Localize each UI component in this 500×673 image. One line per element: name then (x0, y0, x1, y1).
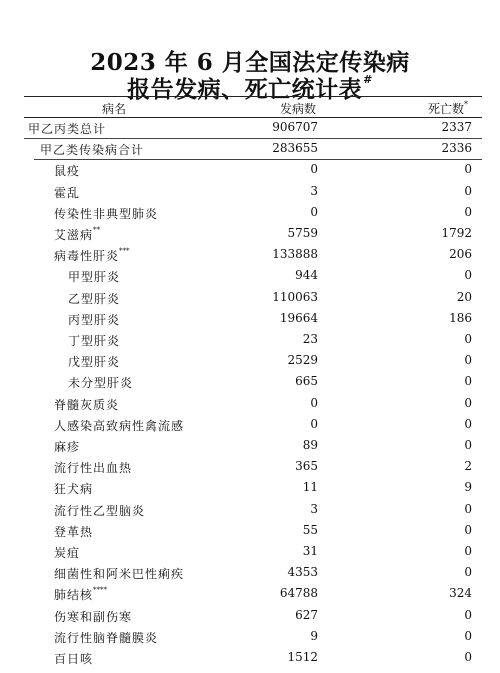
deaths-value: 0 (464, 438, 472, 452)
deaths-value: 0 (464, 650, 472, 664)
footnote-mark: **** (93, 586, 108, 595)
header-deaths: 死亡数* (427, 100, 468, 116)
deaths-value: 1792 (441, 226, 472, 240)
deaths-value: 0 (464, 416, 472, 431)
disease-name: 流行性出血热 (54, 461, 133, 476)
table-row (24, 606, 482, 627)
deaths-value: 206 (449, 247, 472, 262)
disease-name: 艾滋病** (54, 226, 101, 242)
cases-value: 0 (310, 162, 318, 177)
cases-value: 64788 (279, 586, 318, 601)
table-row (24, 394, 482, 415)
table-row (24, 351, 482, 372)
deaths-value: 9 (464, 480, 472, 495)
cases-value: 665 (295, 374, 318, 389)
disease-name: 狂犬病 (54, 482, 94, 497)
page-title: 2023 年 6 月全国法定传染病 (90, 49, 410, 76)
disease-name: 脊髓灰质炎 (54, 397, 120, 412)
cases-value: 23 (302, 332, 318, 346)
deaths-value: 324 (449, 586, 472, 601)
disease-name: 炭疽 (54, 546, 81, 560)
cases-value: 0 (310, 395, 318, 410)
table-row (24, 330, 482, 351)
cases-value: 627 (295, 607, 318, 622)
page-subtitle: 报告发病、死亡统计表# (127, 73, 373, 103)
disease-name: 霍乱 (54, 185, 81, 200)
cases-value: 3 (310, 501, 318, 516)
deaths-value: 0 (464, 353, 472, 368)
deaths-value: 0 (464, 607, 472, 622)
table-header (24, 96, 482, 118)
deaths-value: 0 (464, 204, 472, 219)
cases-value: 283655 (272, 141, 318, 156)
cases-value: 0 (310, 204, 318, 219)
disease-name: 传染性非典型肺炎 (54, 206, 159, 221)
cases-value: 906707 (272, 120, 318, 134)
header-cases: 发病数 (279, 102, 316, 116)
table-row (24, 182, 482, 203)
deaths-value: 0 (464, 183, 472, 198)
deaths-value: 0 (464, 395, 472, 410)
table-row (24, 118, 482, 139)
cases-value: 110063 (272, 289, 318, 304)
table-row (24, 436, 482, 457)
disease-name: 戊型肝炎 (68, 355, 121, 370)
deaths-value: 20 (456, 289, 472, 304)
table-row (24, 542, 482, 563)
table-row (24, 500, 482, 521)
deaths-value: 0 (464, 501, 472, 516)
cases-value: 19664 (279, 310, 318, 325)
table-row (24, 160, 482, 181)
cases-value: 133888 (272, 247, 318, 262)
table-row (24, 309, 482, 330)
disease-name: 麻疹 (54, 440, 81, 454)
deaths-value: 0 (464, 374, 472, 389)
disease-name: 流行性脑脊髓膜炎 (54, 630, 159, 645)
footnote-mark: ** (93, 226, 101, 234)
deaths-value: 0 (464, 544, 472, 558)
table-row (24, 203, 482, 224)
deaths-value: 0 (464, 332, 472, 346)
table-row (24, 521, 482, 542)
table-row (24, 224, 482, 245)
cases-value: 2529 (287, 353, 318, 368)
cases-value: 365 (295, 459, 318, 474)
disease-name: 未分型肝炎 (68, 376, 134, 391)
table-row (24, 372, 482, 393)
table-row (24, 584, 482, 605)
deaths-value: 0 (464, 162, 472, 177)
table-row (24, 266, 482, 287)
disease-name: 甲乙丙类总计 (28, 122, 107, 136)
footnote-mark: # (363, 73, 373, 86)
disease-name: 甲型肝炎 (68, 270, 121, 285)
cases-value: 1512 (287, 650, 318, 664)
cases-value: 9 (310, 628, 318, 643)
cases-value: 55 (302, 522, 318, 537)
cases-value: 31 (302, 544, 318, 558)
deaths-value: 2 (464, 459, 472, 474)
cases-value: 89 (302, 438, 318, 452)
disease-name: 肺结核**** (54, 586, 108, 603)
disease-name: 百日咳 (54, 652, 94, 666)
cases-value: 3 (310, 183, 318, 198)
table-row (24, 415, 482, 436)
disease-name: 乙型肝炎 (68, 291, 121, 306)
deaths-value: 186 (449, 310, 472, 325)
disease-name: 丙型肝炎 (68, 312, 121, 327)
table-row (24, 457, 482, 478)
deaths-value: 0 (464, 522, 472, 537)
deaths-value: 2336 (441, 141, 472, 156)
table-row (24, 478, 482, 499)
footnote-mark: *** (119, 247, 130, 256)
table-row (24, 245, 482, 266)
deaths-value: 0 (464, 628, 472, 643)
table-row (24, 648, 482, 669)
disease-name: 丁型肝炎 (68, 334, 121, 348)
header-name: 病名 (102, 102, 127, 116)
deaths-value: 0 (464, 268, 472, 283)
cases-value: 0 (310, 416, 318, 431)
table-row (24, 288, 482, 309)
cases-value: 4353 (287, 565, 318, 580)
deaths-value: 0 (464, 565, 472, 580)
table-row (24, 627, 482, 648)
table-row (34, 139, 482, 160)
cases-value: 11 (302, 480, 318, 495)
disease-name: 登革热 (54, 524, 94, 539)
disease-name: 病毒性肝炎*** (54, 247, 130, 264)
disease-name: 伤寒和副伤寒 (54, 609, 133, 624)
disease-name: 甲乙类传染病合计 (40, 143, 145, 158)
cases-value: 944 (295, 268, 318, 283)
disease-name: 流行性乙型脑炎 (54, 503, 146, 518)
disease-name: 人感染高致病性禽流感 (54, 418, 185, 433)
table-row (24, 563, 482, 584)
deaths-value: 2337 (441, 120, 472, 134)
disease-name: 细菌性和阿米巴性痢疾 (54, 567, 185, 582)
disease-name: 鼠疫 (54, 164, 81, 179)
cases-value: 5759 (287, 226, 318, 240)
